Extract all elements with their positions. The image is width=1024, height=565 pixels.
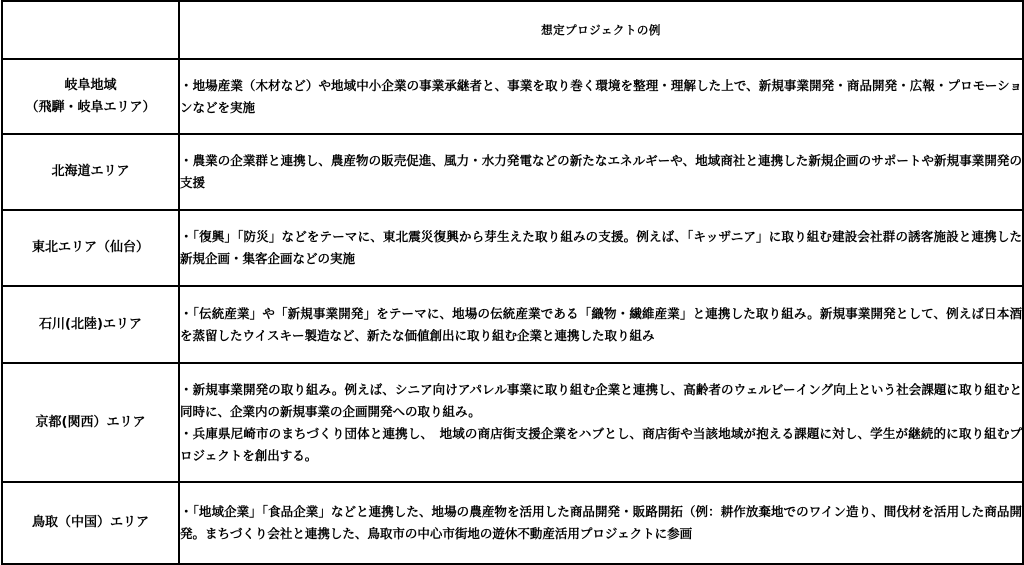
header-example-cell: 想定プロジェクトの例	[179, 1, 1023, 59]
region-subname: （飛騨・岐阜エリア）	[25, 99, 156, 115]
table-row	[2, 286, 1023, 363]
table-row	[2, 482, 1023, 564]
example-text: ・兵庫県尼崎市のまちづくり団体と連携し、 地域の商店街支援企業をハブとし、商店街や当該地域が抱える課題に対し、学生が継続的に取り組むプロジェクトを創出する。	[180, 425, 1022, 463]
region-cell	[2, 482, 179, 564]
header-region-cell	[2, 1, 179, 59]
example-text: ・「伝統産業」や「新規事業開発」をテーマに、地場の伝統産業である「織物・繊維産業」と連携した取り組み。新規事業開発として、例えば日本酒を蒸留したウイスキー製造など、新たな価値創出に取り組む企業と連携した取り組み	[180, 305, 1022, 343]
region-cell	[2, 210, 179, 286]
region-name: 北海道エリア	[51, 164, 130, 179]
example-text: ・農業の企業群と連携し、農産物の販売促進、風力・水力発電などの新たなエネルギーや、地域商社と連携した新規企画のサポートや新規事業開発の支援	[180, 153, 1022, 190]
region-name: 東北エリア（仙台）	[31, 240, 149, 255]
region-name: 岐阜地域	[64, 77, 117, 93]
example-cell	[179, 482, 1023, 564]
example-cell	[179, 286, 1023, 363]
table-header-row	[2, 1, 1023, 59]
example-cell	[179, 363, 1023, 482]
example-text: ・「地域企業」「食品企業」などと連携した、地場の農産物を活用した商品開発・販路開拓（例：耕作放棄地でのワイン造り、間伐材を活用した商品開発。まちづくり会社と連携した、鳥取市の中心市街地の遊休不動産活用プロジェクトに参画	[180, 504, 1022, 541]
table-row	[2, 134, 1023, 210]
region-cell	[2, 59, 179, 134]
example-cell	[179, 134, 1023, 210]
region-cell	[2, 363, 179, 482]
example-text: ・地場産業（木材など）や地域中小企業の事業承継者と、事業を取り巻く環境を整理・理解した上で、新規事業開発・商品開発・広報・プロモーションなどを実施	[180, 77, 1022, 115]
region-name: 鳥取（中国）エリア	[31, 515, 149, 530]
example-cell	[179, 59, 1023, 134]
project-examples-table	[1, 0, 1024, 565]
example-text: ・「復興」「防災」などをテーマに、東北震災復興から芽生えた取り組みの支援。例えば、「キッザニア」に取り組む建設会社群の誘客施設と連携した新規企画・集客企画などの実施	[180, 229, 1022, 266]
table-row	[2, 59, 1023, 134]
example-text: ・新規事業開発の取り組み。例えば、シニア向けアパレル事業に取り組む企業と連携し、高齢者のウェルビーイング向上という社会課題に取り組むと同時に、企業内の新規事業の企画開発への取り組み。	[180, 381, 1022, 419]
region-cell	[2, 134, 179, 210]
table-row	[2, 363, 1023, 482]
region-name: 京都(関西）エリア	[35, 414, 146, 430]
region-cell	[2, 286, 179, 363]
region-name: 石川(北陸)エリア	[39, 316, 142, 332]
table-row	[2, 210, 1023, 286]
example-cell	[179, 210, 1023, 286]
